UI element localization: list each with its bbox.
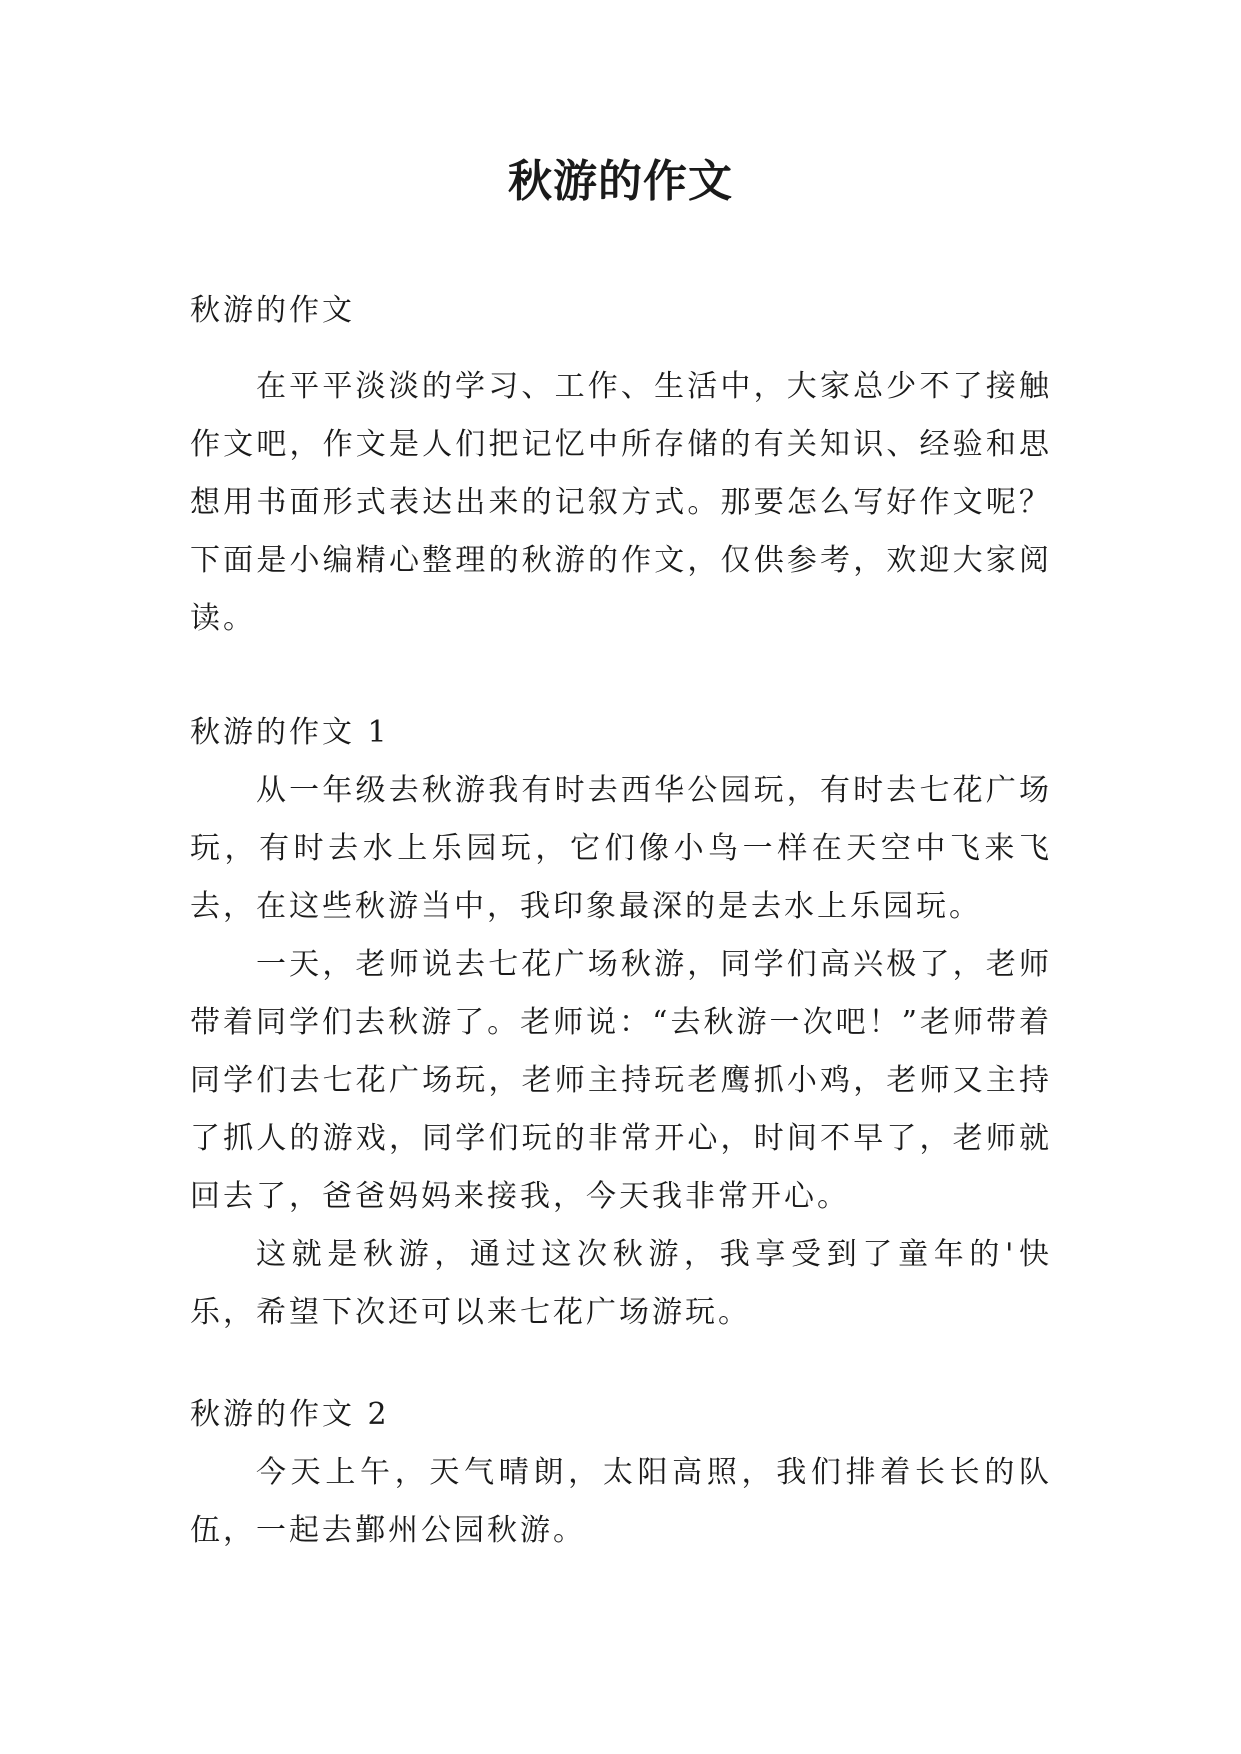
- essay-paragraph: 今天上午，天气晴朗，太阳高照，我们排着长长的队伍，一起去鄞州公园秋游。: [190, 1455, 1052, 1548]
- essay-1: [190, 704, 1052, 1342]
- essay-paragraph: 从一年级去秋游我有时去西华公园玩，有时去七花广场玩，有时去水上乐园玩，它们像小鸟一样在天空中飞来飞去，在这些秋游当中，我印象最深的是去水上乐园玩。: [190, 773, 1052, 924]
- intro-block: [190, 358, 1052, 648]
- essay-paragraph: 这就是秋游，通过这次秋游，我享受到了童年的'快乐，希望下次还可以来七花广场游玩。: [190, 1237, 1052, 1330]
- intro-paragraph: 在平平淡淡的学习、工作、生活中，大家总少不了接触作文吧，作文是人们把记忆中所存储的有关知识、经验和思想用书面形式表达出来的记叙方式。那要怎么写好作文呢？下面是小编精心整理的秋游的作文，仅供参考，欢迎大家阅读。: [190, 369, 1052, 636]
- document-subtitle-block: [190, 282, 1052, 340]
- essay-heading: 秋游的作文 2: [190, 1397, 390, 1432]
- document-title: 秋游的作文: [508, 156, 733, 207]
- essay-2: [190, 1386, 1052, 1560]
- document-subtitle: 秋游的作文: [190, 293, 355, 328]
- essay-heading: 秋游的作文 1: [190, 715, 390, 750]
- essay-paragraph: 一天，老师说去七花广场秋游，同学们高兴极了，老师带着同学们去秋游了。老师说：“去秋游一次吧！”老师带着同学们去七花广场玩，老师主持玩老鹰抓小鸡，老师又主持了抓人的游戏，同学们玩的非常开心，时间不早了，老师就回去了，爸爸妈妈来接我，今天我非常开心。: [190, 947, 1052, 1214]
